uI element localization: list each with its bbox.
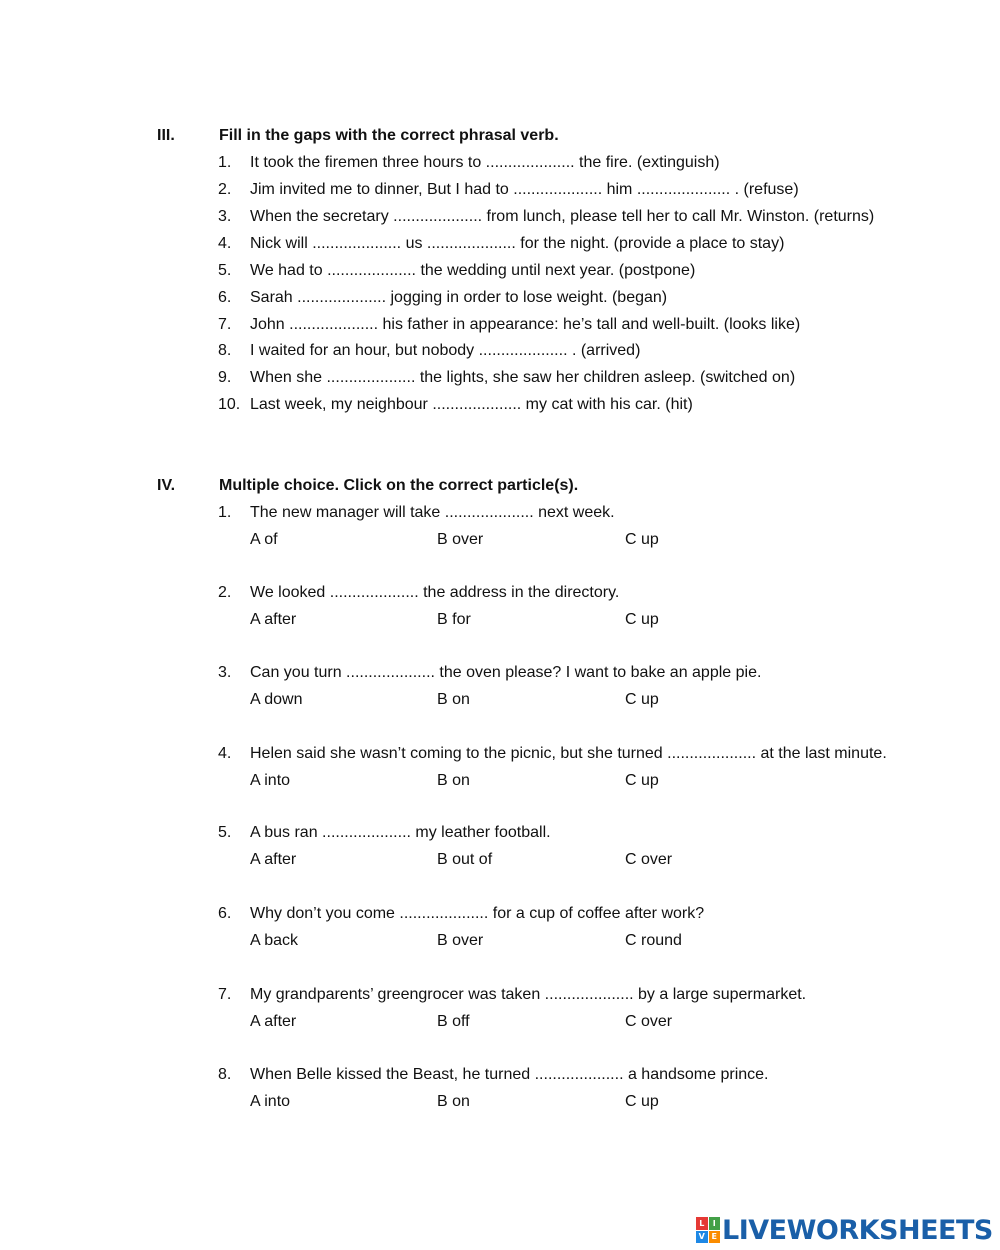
mc-4-option-b[interactable]: B on — [437, 772, 470, 789]
mc-question-4: 4. Helen said she wasn’t coming to the picnic, but she turned .................... at the last minute. — [218, 745, 887, 762]
section-3-title: Fill in the gaps with the correct phrasal verb. — [219, 127, 559, 144]
liveworksheets-logo — [696, 1216, 993, 1244]
fill-gap-item-9[interactable]: 9. When she .................... the lights, she saw her children asleep. (switched on) — [218, 369, 796, 386]
mc-1-option-a[interactable]: A of — [250, 531, 278, 548]
fill-gap-item-2[interactable]: 2. Jim invited me to dinner, But I had to .................... him ..................... . (refuse) — [218, 181, 799, 198]
mc-5-option-a[interactable]: A after — [250, 851, 297, 868]
mc-8-option-b[interactable]: B on — [437, 1093, 470, 1110]
logo-text: LIVEWORKSHEETS — [722, 1214, 993, 1246]
section-3-heading — [157, 126, 559, 146]
mc-2-option-a[interactable]: A after — [250, 611, 297, 628]
mc-3-option-a[interactable]: A down — [250, 691, 303, 708]
mc-question-3: 3. Can you turn .................... the oven please? I want to bake an apple pie. — [218, 664, 762, 681]
section-4-number: IV. — [157, 477, 176, 494]
mc-7-option-a[interactable]: A after — [250, 1013, 297, 1030]
mc-5-option-c[interactable]: C over — [625, 851, 673, 868]
fill-gap-item-4[interactable]: 4. Nick will .................... us .................... for the night. (provide a place to stay) — [218, 235, 785, 252]
live-badge-icon — [696, 1217, 720, 1243]
section-3-number: III. — [157, 127, 175, 144]
mc-4-option-a[interactable]: A into — [250, 772, 291, 789]
mc-8-option-c[interactable]: C up — [625, 1093, 659, 1110]
mc-6-option-b[interactable]: B over — [437, 932, 484, 949]
section-4-heading — [157, 476, 578, 496]
mc-1-option-c[interactable]: C up — [625, 531, 659, 548]
fill-gap-item-7[interactable]: 7. John .................... his father in appearance: he’s tall and well-built. (looks like) — [218, 316, 801, 333]
mc-2-option-c[interactable]: C up — [625, 611, 659, 628]
mc-4-option-c[interactable]: C up — [625, 772, 659, 789]
fill-gap-item-3[interactable]: 3. When the secretary .................... from lunch, please tell her to call Mr. Winston. (returns) — [218, 208, 875, 225]
mc-6-option-a[interactable]: A back — [250, 932, 299, 949]
fill-gap-item-10[interactable]: 10. Last week, my neighbour .................... my cat with his car. (hit) — [218, 396, 693, 413]
badge-letter-e: E — [709, 1231, 721, 1244]
badge-letter-l: L — [696, 1217, 708, 1230]
fill-gap-item-8[interactable]: 8. I waited for an hour, but nobody .................... . (arrived) — [218, 342, 641, 359]
mc-1-option-b[interactable]: B over — [437, 531, 484, 548]
mc-question-1: 1. The new manager will take .................... next week. — [218, 504, 615, 521]
mc-question-6: 6. Why don’t you come .................... for a cup of coffee after work? — [218, 905, 705, 922]
mc-8-option-a[interactable]: A into — [250, 1093, 291, 1110]
fill-gap-item-6[interactable]: 6. Sarah .................... jogging in order to lose weight. (began) — [218, 289, 668, 306]
mc-question-7: 7. My grandparents’ greengrocer was taken .................... by a large supermarket. — [218, 986, 807, 1003]
badge-letter-i: I — [709, 1217, 721, 1230]
mc-question-8: 8. When Belle kissed the Beast, he turned .................... a handsome prince. — [218, 1066, 769, 1083]
mc-6-option-c[interactable]: C round — [625, 932, 682, 949]
mc-question-5: 5. A bus ran .................... my leather football. — [218, 824, 551, 841]
section-4-title: Multiple choice. Click on the correct particle(s). — [219, 477, 579, 494]
fill-gap-item-1[interactable]: 1. It took the firemen three hours to .................... the fire. (extinguish) — [218, 154, 720, 171]
mc-3-option-b[interactable]: B on — [437, 691, 470, 708]
mc-5-option-b[interactable]: B out of — [437, 851, 493, 868]
fill-gap-item-5[interactable]: 5. We had to .................... the wedding until next year. (postpone) — [218, 262, 696, 279]
mc-question-2: 2. We looked .................... the address in the directory. — [218, 584, 620, 601]
mc-2-option-b[interactable]: B for — [437, 611, 471, 628]
mc-7-option-c[interactable]: C over — [625, 1013, 673, 1030]
badge-letter-v: V — [696, 1231, 708, 1244]
mc-3-option-c[interactable]: C up — [625, 691, 659, 708]
mc-7-option-b[interactable]: B off — [437, 1013, 470, 1030]
